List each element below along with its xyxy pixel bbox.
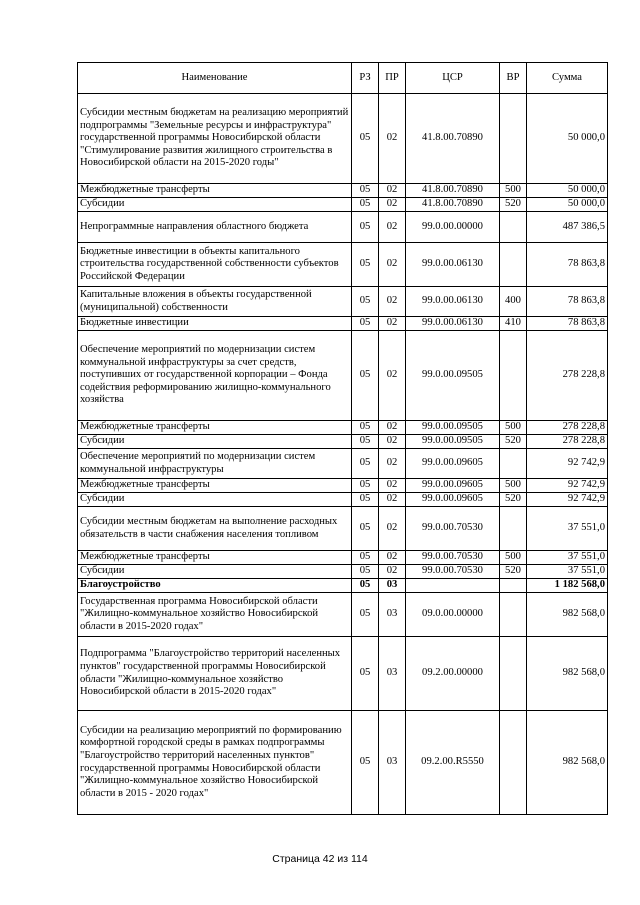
row-sum: 78 863,8 — [527, 243, 608, 287]
row-csr — [406, 579, 500, 593]
table-row — [78, 287, 608, 317]
row-pr: 02 — [379, 198, 406, 212]
table-row — [78, 421, 608, 435]
row-csr: 09.2.00.R5550 — [406, 711, 500, 815]
row-name: Субсидии — [78, 198, 352, 212]
header-name: Наименование — [78, 63, 352, 94]
row-pr: 02 — [379, 243, 406, 287]
row-vr: 410 — [500, 317, 527, 331]
row-vr — [500, 579, 527, 593]
row-vr — [500, 593, 527, 637]
row-sum: 92 742,9 — [527, 449, 608, 479]
row-csr: 99.0.00.06130 — [406, 317, 500, 331]
row-pr: 02 — [379, 551, 406, 565]
row-sum: 78 863,8 — [527, 317, 608, 331]
row-csr: 99.0.00.70530 — [406, 565, 500, 579]
table-row — [78, 331, 608, 421]
row-name: Межбюджетные трансферты — [78, 551, 352, 565]
row-name: Непрограммные направления областного бюджета — [78, 212, 352, 243]
row-rz: 05 — [352, 331, 379, 421]
row-vr — [500, 212, 527, 243]
row-csr: 99.0.00.09505 — [406, 435, 500, 449]
row-name: Государственная программа Новосибирской области "Жилищно-коммунальное хозяйство Новосибирской области в 2015-2020 годах" — [78, 593, 352, 637]
row-vr — [500, 449, 527, 479]
row-name: Обеспечение мероприятий по модернизации систем коммунальной инфраструктуры за счет средств, поступивших от государственной корпорации – Фонда содействия реформированию жилищно-коммунального хозяйства — [78, 331, 352, 421]
row-rz: 05 — [352, 287, 379, 317]
table-row — [78, 637, 608, 711]
row-name: Межбюджетные трансферты — [78, 184, 352, 198]
row-rz: 05 — [352, 449, 379, 479]
row-sum: 50 000,0 — [527, 94, 608, 184]
row-name: Межбюджетные трансферты — [78, 421, 352, 435]
row-name: Бюджетные инвестиции — [78, 317, 352, 331]
row-rz: 05 — [352, 711, 379, 815]
table-row — [78, 493, 608, 507]
row-name: Капитальные вложения в объекты государственной (муниципальной) собственности — [78, 287, 352, 317]
row-vr — [500, 243, 527, 287]
row-pr: 02 — [379, 449, 406, 479]
table-row — [78, 435, 608, 449]
row-vr: 520 — [500, 435, 527, 449]
row-rz: 05 — [352, 579, 379, 593]
row-sum: 37 551,0 — [527, 507, 608, 551]
row-sum: 278 228,8 — [527, 331, 608, 421]
row-rz: 05 — [352, 565, 379, 579]
row-rz: 05 — [352, 593, 379, 637]
row-pr: 02 — [379, 479, 406, 493]
row-vr: 500 — [500, 421, 527, 435]
row-name: Межбюджетные трансферты — [78, 479, 352, 493]
row-vr: 500 — [500, 184, 527, 198]
row-sum: 1 182 568,0 — [527, 579, 608, 593]
row-sum: 982 568,0 — [527, 593, 608, 637]
header-csr: ЦСР — [406, 63, 500, 94]
row-sum: 37 551,0 — [527, 565, 608, 579]
table-row — [78, 317, 608, 331]
row-csr: 99.0.00.70530 — [406, 507, 500, 551]
row-pr: 03 — [379, 637, 406, 711]
row-sum: 982 568,0 — [527, 711, 608, 815]
row-vr: 500 — [500, 551, 527, 565]
row-pr: 03 — [379, 593, 406, 637]
row-vr: 520 — [500, 565, 527, 579]
row-rz: 05 — [352, 507, 379, 551]
row-csr: 09.0.00.00000 — [406, 593, 500, 637]
row-sum: 78 863,8 — [527, 287, 608, 317]
row-rz: 05 — [352, 212, 379, 243]
table-row — [78, 449, 608, 479]
row-rz: 05 — [352, 435, 379, 449]
row-csr: 41.8.00.70890 — [406, 198, 500, 212]
row-name: Субсидии на реализацию мероприятий по формированию комфортной городской среды в рамках подпрограммы "Благоустройство территорий населенных пунктов" государственной программы Новосибирской области "Жилищно-коммунальное хозяйство Новосибирской области в 2015 - 2020 годах" — [78, 711, 352, 815]
header-sum: Сумма — [527, 63, 608, 94]
row-rz: 05 — [352, 317, 379, 331]
table-row — [78, 565, 608, 579]
row-rz: 05 — [352, 551, 379, 565]
row-csr: 99.0.00.09605 — [406, 493, 500, 507]
table-row — [78, 711, 608, 815]
row-sum: 50 000,0 — [527, 198, 608, 212]
table-row — [78, 198, 608, 212]
row-vr — [500, 331, 527, 421]
row-csr: 09.2.00.00000 — [406, 637, 500, 711]
table-row — [78, 507, 608, 551]
row-name: Субсидии местным бюджетам на реализацию мероприятий подпрограммы "Земельные ресурсы и инфраструктура" государственной программы Новосибирской области "Стимулирование развития жилищного строительства в Новосибирской области на 2015-2020 годы" — [78, 94, 352, 184]
row-name: Субсидии — [78, 493, 352, 507]
row-rz: 05 — [352, 94, 379, 184]
row-pr: 02 — [379, 565, 406, 579]
row-rz: 05 — [352, 479, 379, 493]
row-rz: 05 — [352, 493, 379, 507]
row-csr: 99.0.00.70530 — [406, 551, 500, 565]
table-header-row — [78, 63, 608, 94]
row-rz: 05 — [352, 184, 379, 198]
row-sum: 278 228,8 — [527, 435, 608, 449]
row-rz: 05 — [352, 198, 379, 212]
table-row — [78, 479, 608, 493]
row-pr: 03 — [379, 711, 406, 815]
row-vr: 400 — [500, 287, 527, 317]
row-csr: 99.0.00.06130 — [406, 287, 500, 317]
row-rz: 05 — [352, 243, 379, 287]
row-vr — [500, 507, 527, 551]
row-csr: 99.0.00.09505 — [406, 331, 500, 421]
row-name: Субсидии — [78, 565, 352, 579]
row-csr: 99.0.00.09605 — [406, 449, 500, 479]
row-pr: 03 — [379, 579, 406, 593]
row-rz: 05 — [352, 637, 379, 711]
row-csr: 41.8.00.70890 — [406, 94, 500, 184]
row-sum: 92 742,9 — [527, 479, 608, 493]
header-pr: ПР — [379, 63, 406, 94]
row-name: Обеспечение мероприятий по модернизации систем коммунальной инфраструктуры — [78, 449, 352, 479]
table-row — [78, 184, 608, 198]
table-row — [78, 94, 608, 184]
table-row — [78, 593, 608, 637]
row-pr: 02 — [379, 94, 406, 184]
row-pr: 02 — [379, 435, 406, 449]
row-name: Бюджетные инвестиции в объекты капитального строительства государственной собственности субъектов Российской Федерации — [78, 243, 352, 287]
page-number: Страница 42 из 114 — [272, 853, 368, 865]
row-vr: 500 — [500, 479, 527, 493]
row-vr — [500, 711, 527, 815]
row-sum: 50 000,0 — [527, 184, 608, 198]
row-pr: 02 — [379, 493, 406, 507]
row-csr: 99.0.00.09505 — [406, 421, 500, 435]
table-row — [78, 212, 608, 243]
row-csr: 99.0.00.00000 — [406, 212, 500, 243]
row-vr: 520 — [500, 198, 527, 212]
row-pr: 02 — [379, 421, 406, 435]
row-rz: 05 — [352, 421, 379, 435]
row-name: Подпрограмма "Благоустройство территорий населенных пунктов" государственной программы Новосибирской области "Жилищно-коммунальное хозяйство Новосибирской области в 2015-2020 годах" — [78, 637, 352, 711]
header-vr: ВР — [500, 63, 527, 94]
row-vr — [500, 637, 527, 711]
row-name: Благоустройство — [78, 579, 352, 593]
row-csr: 41.8.00.70890 — [406, 184, 500, 198]
row-name: Субсидии — [78, 435, 352, 449]
row-csr: 99.0.00.06130 — [406, 243, 500, 287]
table-row — [78, 243, 608, 287]
row-name: Субсидии местным бюджетам на выполнение расходных обязательств в части снабжения населения топливом — [78, 507, 352, 551]
header-rz: РЗ — [352, 63, 379, 94]
row-sum: 982 568,0 — [527, 637, 608, 711]
row-pr: 02 — [379, 507, 406, 551]
table-row — [78, 551, 608, 565]
row-sum: 37 551,0 — [527, 551, 608, 565]
row-vr — [500, 94, 527, 184]
row-pr: 02 — [379, 212, 406, 243]
table-row — [78, 579, 608, 593]
row-sum: 487 386,5 — [527, 212, 608, 243]
row-pr: 02 — [379, 317, 406, 331]
row-csr: 99.0.00.09605 — [406, 479, 500, 493]
row-sum: 278 228,8 — [527, 421, 608, 435]
row-pr: 02 — [379, 287, 406, 317]
row-pr: 02 — [379, 331, 406, 421]
row-pr: 02 — [379, 184, 406, 198]
budget-table — [77, 62, 608, 815]
row-vr: 520 — [500, 493, 527, 507]
row-sum: 92 742,9 — [527, 493, 608, 507]
